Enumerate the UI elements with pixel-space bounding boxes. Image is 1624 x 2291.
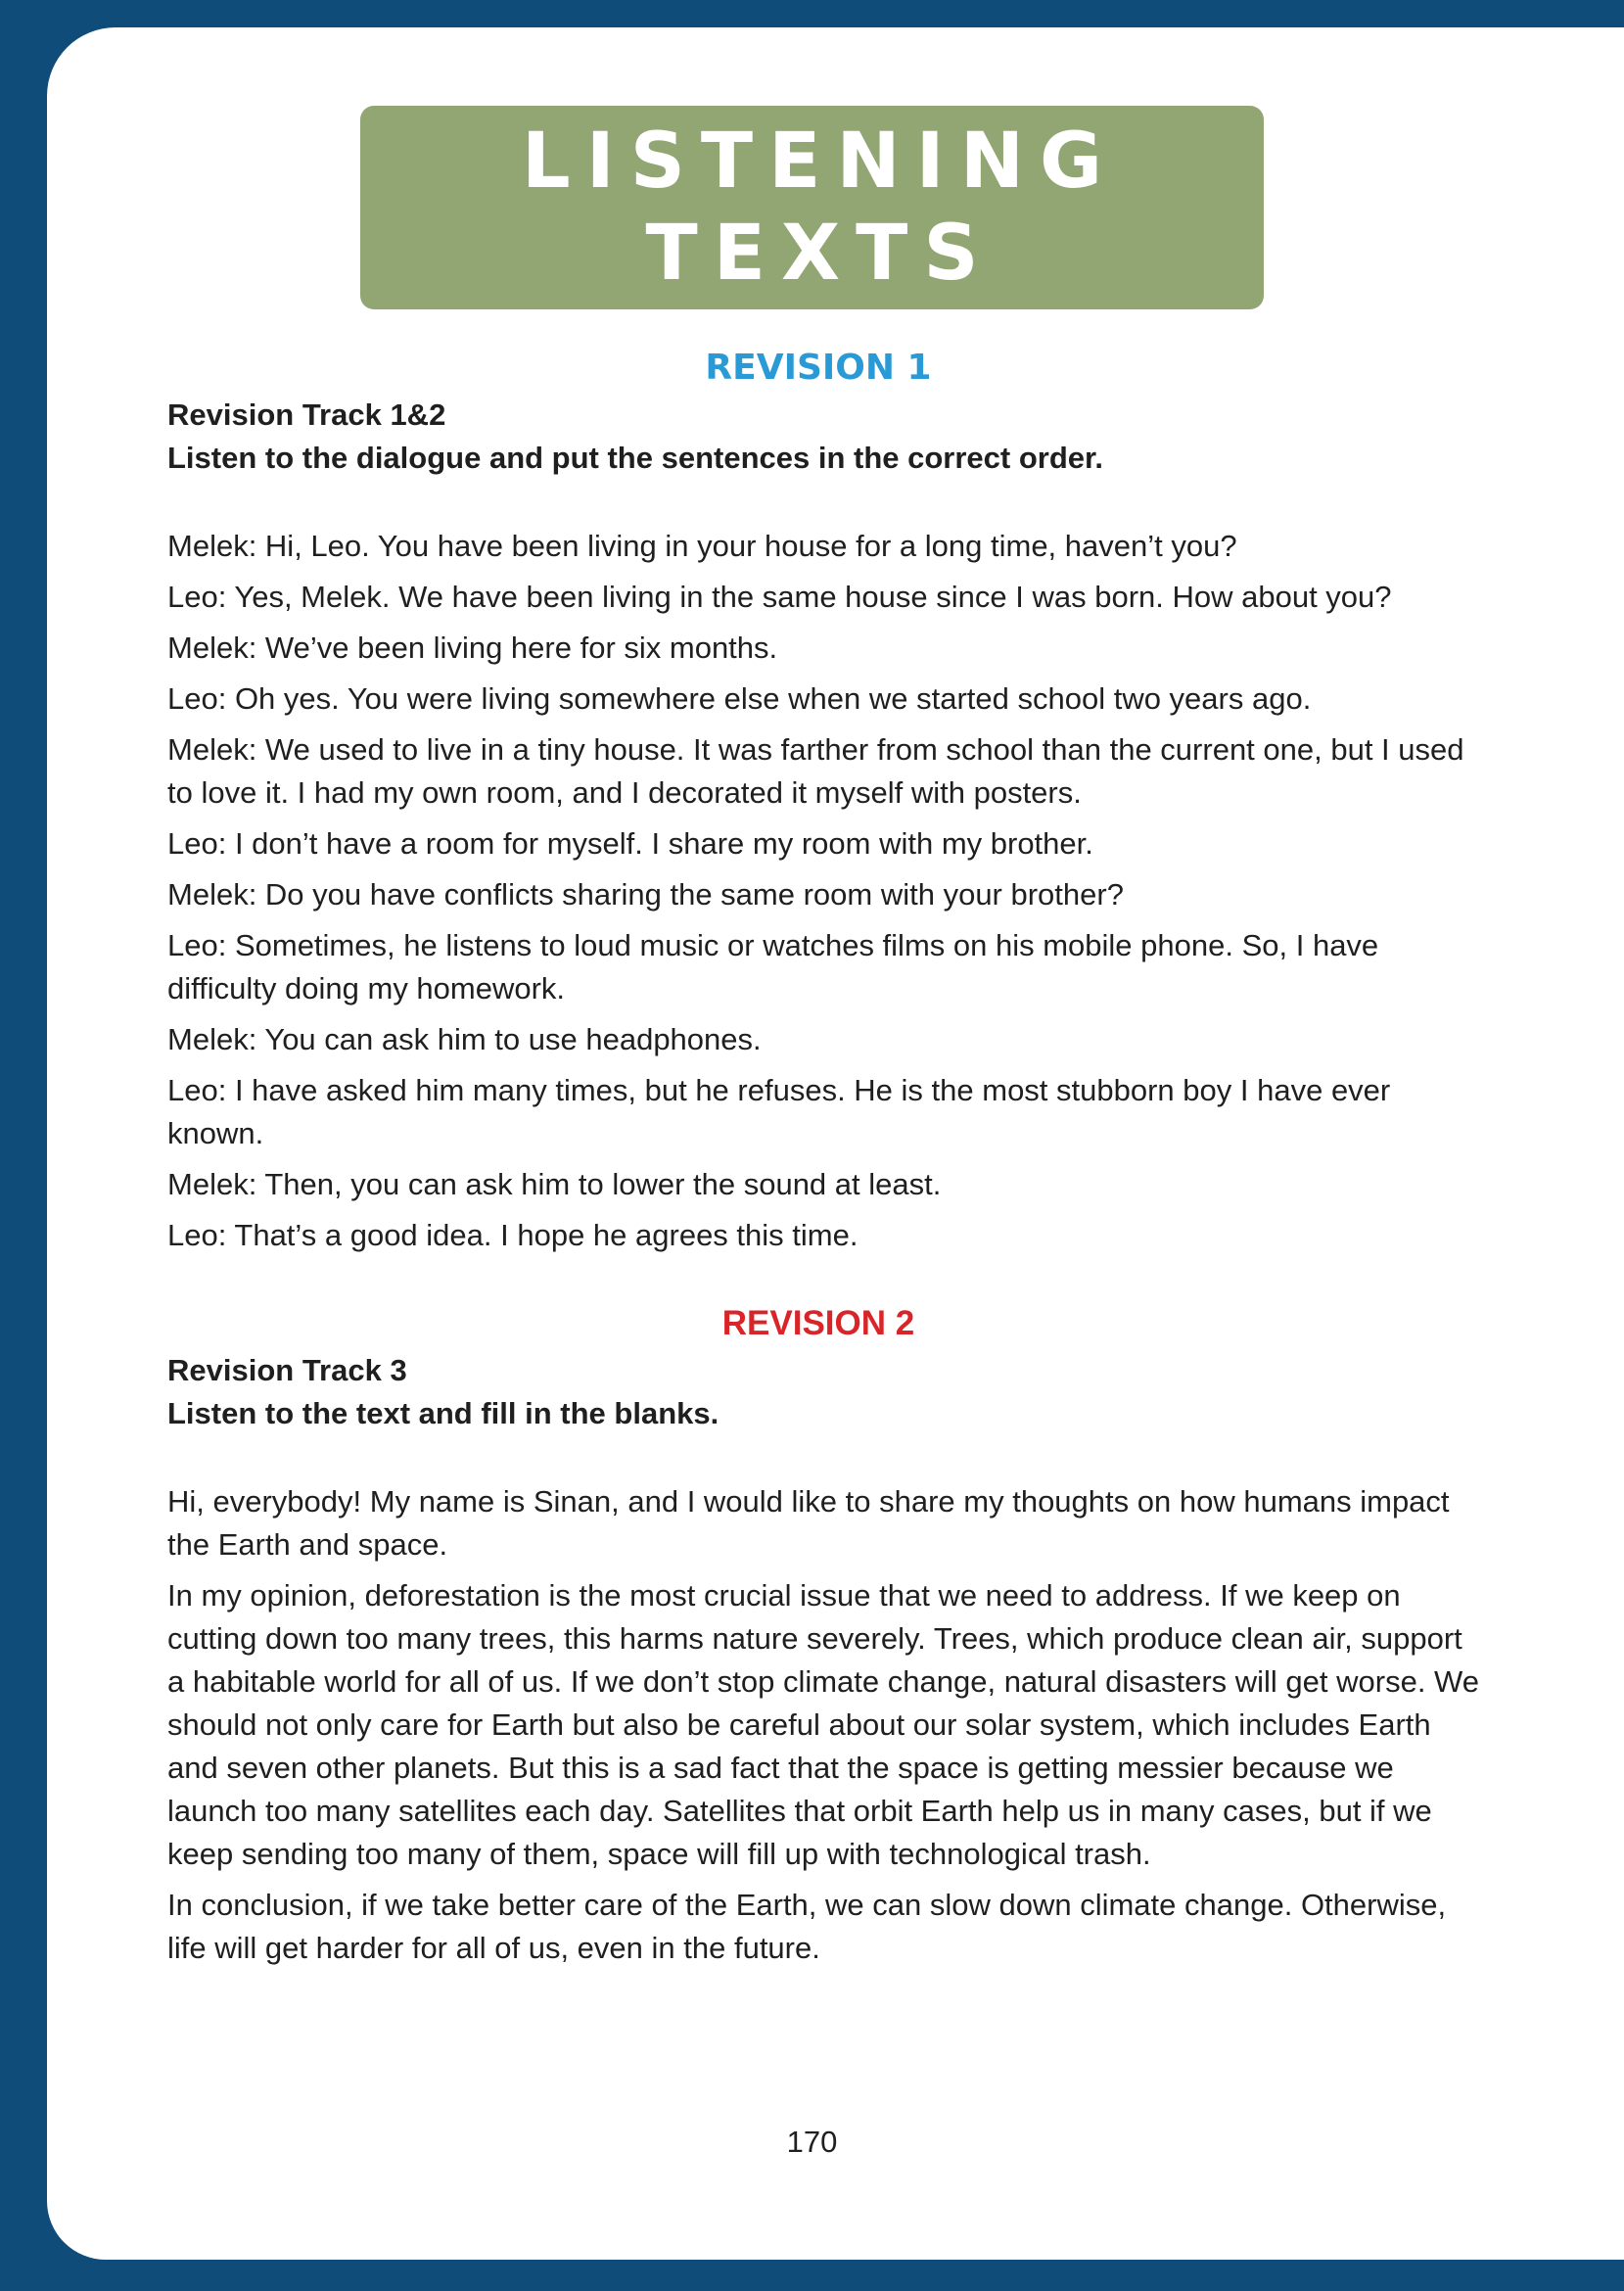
revision-2-instruction: Listen to the text and fill in the blanks. (167, 1396, 719, 1430)
dialogue-line: Melek: Do you have conflicts sharing the same room with your brother? (167, 877, 1124, 912)
dialogue-line: Leo: Sometimes, he listens to loud music or watches films on his mobile phone. So, I have difficulty doing my homework. (167, 928, 1379, 1005)
text-paragraph: In conclusion, if we take better care of the Earth, we can slow down climate change. Otherwise, life will get harder for all of us, even in the future. (167, 1888, 1447, 1965)
banner-title-line-1: LISTENING (522, 117, 1118, 206)
revision-2-title: REVISION 2 (721, 1304, 915, 1342)
revision-2-text (167, 1480, 1479, 1970)
revision-1-title: REVISION 1 (705, 348, 932, 388)
dialogue-line: Leo: Oh yes. You were living somewhere else when we started school two years ago. (167, 681, 1312, 716)
revision-2-track: Revision Track 3 (167, 1353, 407, 1387)
banner-title-line-2: TEXTS (645, 210, 995, 298)
revision-1-track: Revision Track 1&2 (167, 397, 446, 432)
text-paragraph: In my opinion, deforestation is the most crucial issue that we need to address. If we keep on cutting down too many trees, this harms nature severely. Trees, which produce clean air, support a habitable world for all of us. If we don’t stop climate change, natural disasters will get worse. We should not only care for Earth but also be careful about our solar system, which includes Earth and seven other planets. But this is a sad fact that the space is getting messier because we launch too many satellites each day. Satellites that orbit Earth help us in many cases, but if we keep sending too many of them, space will fill up with technological trash. (167, 1578, 1479, 1871)
dialogue-line: Melek: We’ve been living here for six months. (167, 631, 778, 665)
text-paragraph: Hi, everybody! My name is Sinan, and I would like to share my thoughts on how humans impact the Earth and space. (167, 1484, 1450, 1562)
revision-1-instruction: Listen to the dialogue and put the sentences in the correct order. (167, 441, 1103, 475)
listening-texts-banner (360, 106, 1264, 309)
dialogue-line: Leo: That’s a good idea. I hope he agrees this time. (167, 1218, 858, 1252)
dialogue-line: Leo: I have asked him many times, but he refuses. He is the most stubborn boy I have ever known. (167, 1073, 1391, 1150)
revision-1-dialogue (167, 525, 1479, 1257)
dialogue-line: Melek: Then, you can ask him to lower the sound at least. (167, 1167, 942, 1201)
dialogue-line: Leo: I don’t have a room for myself. I share my room with my brother. (167, 826, 1093, 861)
dialogue-line: Melek: You can ask him to use headphones. (167, 1022, 762, 1056)
dialogue-line: Melek: Hi, Leo. You have been living in your house for a long time, haven’t you? (167, 529, 1237, 563)
dialogue-line: Leo: Yes, Melek. We have been living in the same house since I was born. How about you? (167, 580, 1392, 614)
dialogue-line: Melek: We used to live in a tiny house. It was farther from school than the current one, but I used to love it. I had my own room, and I decorated it myself with posters. (167, 732, 1464, 810)
page-content (167, 343, 1479, 1978)
page-number: 170 (786, 2125, 838, 2159)
